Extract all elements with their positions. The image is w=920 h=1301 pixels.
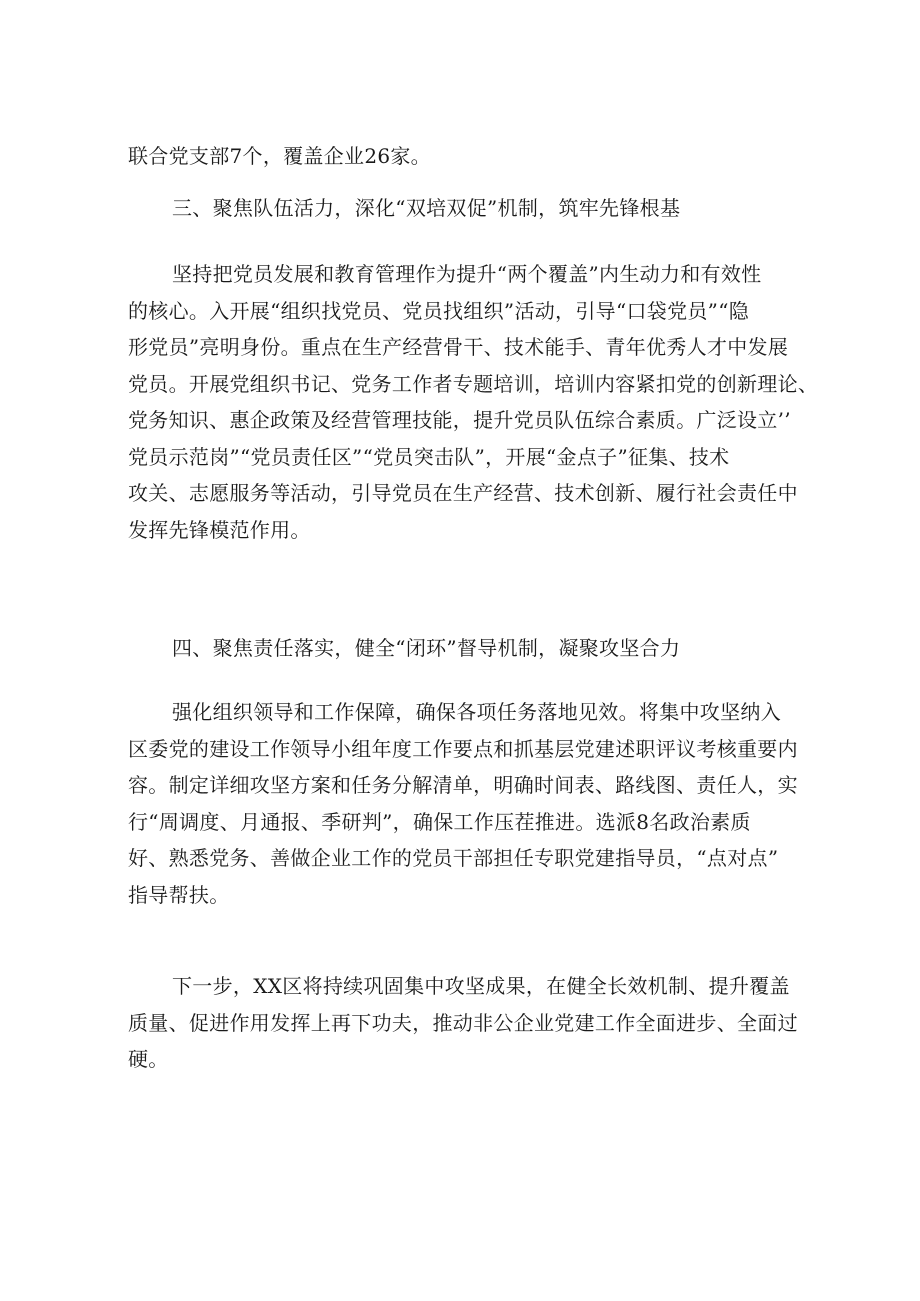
section-heading-4 <box>128 630 800 667</box>
text-line: 区委党的建设工作领导小组年度工作要点和抓基层党建述职评议考核重要内 <box>128 736 798 761</box>
text-line: 容。制定详细攻坚方案和任务分解清单，明确时间表、路线图、责任人，实 <box>128 773 798 797</box>
paragraph-next-steps <box>128 968 800 1078</box>
text-line: 攻关、志愿服务等活动，引导党员在生产经营、技术创新、履行社会责任中 <box>128 481 798 505</box>
text-line: 行“周调度、月通报、季研判”，确保工作压茬推进。选派8名政治素质 <box>128 809 751 834</box>
text-line: 党务知识、惠企政策及经营管理技能，提升党员队伍综合素质。广泛设立’’ <box>128 408 791 432</box>
text-line: 硬。 <box>128 1047 169 1071</box>
text-line: 党员示范岗”“党员责任区”“党员突击队”，开展“金点子”征集、技术 <box>128 444 730 469</box>
paragraph-continuation <box>128 138 800 175</box>
text-line: 坚持把党员发展和教育管理作为提升“两个覆盖”内生动力和有效性 <box>172 262 762 286</box>
heading-text: 三、聚焦队伍活力，深化“双培双促”机制，筑牢先锋根基 <box>172 196 681 220</box>
heading-text: 四、聚焦责任落实，健全“闭环”督导机制，凝聚攻坚合力 <box>172 636 681 660</box>
text-line: 质量、促进作用发挥上再下功夫，推动非公企业党建工作全面进步、全面过 <box>128 1010 798 1035</box>
text-line: 联合党支部7个，覆盖企业26家。 <box>128 144 431 168</box>
text-line: 指导帮扶。 <box>128 882 230 907</box>
text-line: 强化组织领导和工作保障，确保各项任务落地见效。将集中攻坚纳入 <box>172 700 781 724</box>
paragraph-section-4 <box>128 694 800 913</box>
text-line: 党员。开展党组织书记、党务工作者专题培训，培训内容紧扣党的创新理论、 <box>128 371 819 396</box>
text-line: 好、熟悉党务、善做企业工作的党员干部担任专职党建指导员，“点对点” <box>128 846 779 870</box>
paragraph-section-3 <box>128 256 819 548</box>
text-line: 形党员”亮明身份。重点在生产经营骨干、技术能手、青年优秀人才中发展 <box>128 335 789 359</box>
section-heading-3 <box>128 190 800 227</box>
text-line: 下一步，XX区将持续巩固集中攻坚成果，在健全长效机制、提升覆盖 <box>172 974 790 998</box>
text-line: 发挥先锋模范作用。 <box>128 517 311 542</box>
text-line: 的核心。入开展“组织找党员、党员找组织”活动，引导“口袋党员”“隐 <box>128 298 750 323</box>
